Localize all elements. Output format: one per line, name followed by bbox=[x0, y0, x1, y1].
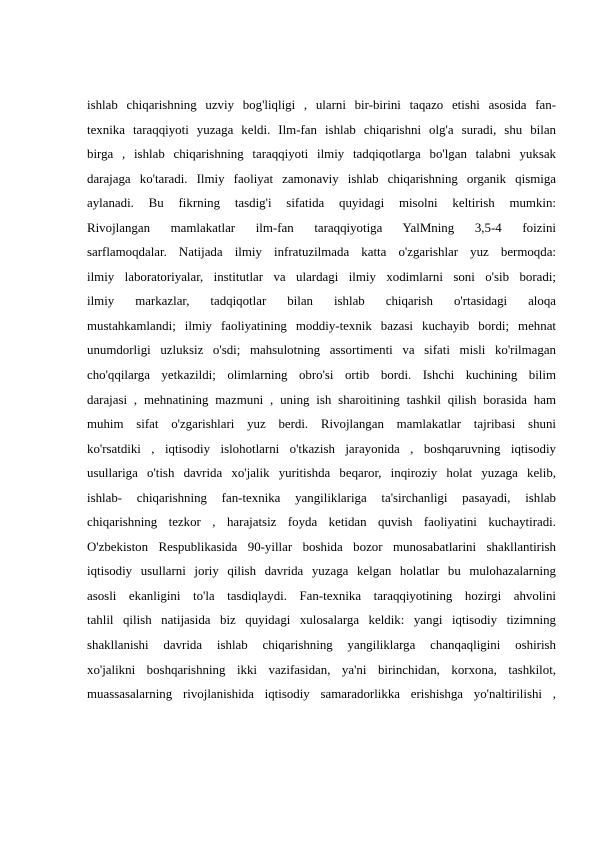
text-line: asosli ekanligini to'la tasdiqlaydi. Fan-texnika taraqqiyotining hozirgi ahvolini bbox=[87, 588, 556, 603]
body-text bbox=[87, 93, 556, 707]
text-line: ishlab chiqarishning uzviy bog'liqligi , ularni bir-birini taqazo etishi asosida fan- bbox=[87, 98, 556, 112]
text-line: ko'rsatdiki , iqtisodiy islohotlarni o'tkazish jarayonida , boshqaruvning iqtisodiy bbox=[87, 441, 556, 456]
text-line: ilmiy markazlar, tadqiqotlar bilan ishlab chiqarish o'rtasidagi aloqa bbox=[87, 294, 556, 309]
text-line: sarflamoqdalar. Natijada ilmiy infratuzilmada katta o'zgarishlar yuz bermoqda: bbox=[87, 245, 556, 260]
text-line: aylanadi. Bu fikrning tasdig'i sifatida quyidagi misolni keltirish mumkin: bbox=[87, 196, 556, 211]
text-line: ishlab- chiqarishning fan-texnika yangiliklariga ta'sirchanligi pasayadi, ishlab bbox=[87, 490, 556, 505]
text-line: texnika taraqqiyoti yuzaga keldi. Ilm-fan ishlab chiqarishni olg'a suradi, shu bilan bbox=[87, 122, 556, 137]
text-line: O'zbekiston Respublikasida 90-yillar boshida bozor munosabatlarini shakllantirish bbox=[87, 539, 556, 554]
text-line: iqtisodiy usullarni joriy qilish davrida yuzaga kelgan holatlar bu mulohazalarning bbox=[87, 564, 556, 579]
text-line: xo'jalikni boshqarishning ikki vazifasidan, ya'ni birinchidan, korxona, tashkilot, bbox=[87, 662, 556, 677]
text-line: birga , ishlab chiqarishning taraqqiyoti ilmiy tadqiqotlarga bo'lgan talabni yuksak bbox=[87, 147, 556, 162]
text-line: tahlil qilish natijasida biz quyidagi xulosalarga keldik: yangi iqtisodiy tizimning bbox=[87, 613, 556, 628]
text-line: muassasalarning rivojlanishida iqtisodiy samaradorlikka erishishga yo'naltirilishi , bbox=[87, 687, 556, 702]
text-line: shakllanishi davrida ishlab chiqarishning yangiliklarga chanqaqligini oshirish bbox=[87, 638, 556, 653]
text-line: usullariga o'tish davrida xo'jalik yuritishda beqaror, inqiroziy holat yuzaga kelib, bbox=[87, 466, 556, 481]
text-line: darajasi , mehnatining mazmuni , uning ish sharoitining tashkil qilish borasida ham bbox=[87, 392, 556, 407]
text-line: Rivojlangan mamlakatlar ilm-fan taraqqiyotiga YalMning 3,5-4 foizini bbox=[87, 220, 556, 235]
text-line: cho'qqilarga yetkazildi; olimlarning obro'si ortib bordi. Ishchi kuchining bilim bbox=[87, 368, 556, 383]
text-line: chiqarishning tezkor , harajatsiz foyda ketidan quvish faoliyatini kuchaytiradi. bbox=[87, 515, 556, 530]
text-line: darajaga ko'taradi. Ilmiy faoliyat zamonaviy ishlab chiqarishning organik qismiga bbox=[87, 171, 556, 186]
text-line: mustahkamlandi; ilmiy faoliyatining moddiy-texnik bazasi kuchayib bordi; mehnat bbox=[87, 318, 556, 333]
text-line: muhim sifat o'zgarishlari yuz berdi. Rivojlangan mamlakatlar tajribasi shuni bbox=[87, 417, 556, 432]
text-line: ilmiy laboratoriyalar, institutlar va ulardagi ilmiy xodimlarni soni o'sib boradi; bbox=[87, 269, 556, 284]
text-line: unumdorligi uzluksiz o'sdi; mahsulotning assortimenti va sifati misli ko'rilmagan bbox=[87, 343, 556, 358]
